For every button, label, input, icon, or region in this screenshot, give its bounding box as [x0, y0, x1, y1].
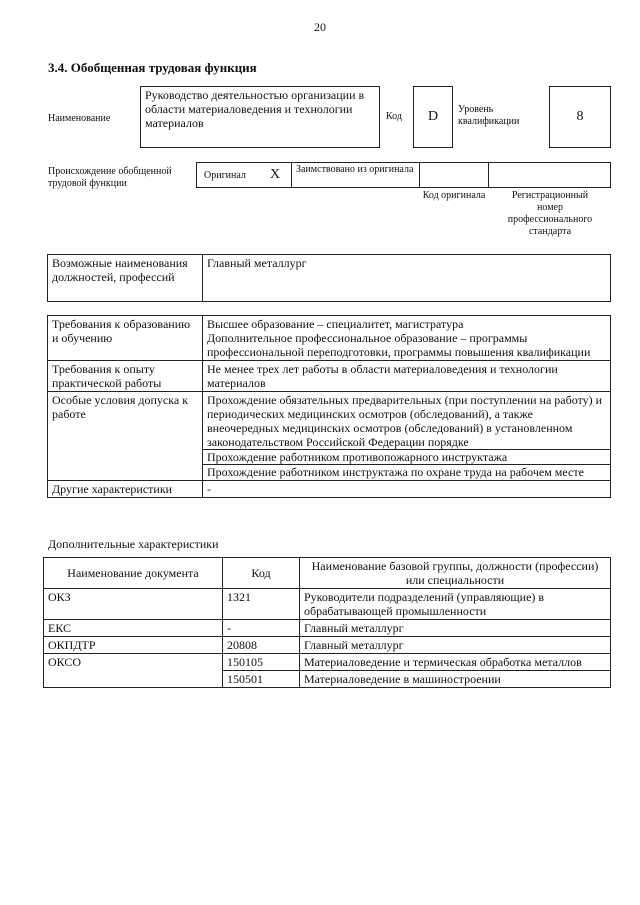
- origin-divider-3: [488, 162, 489, 188]
- additional-cell-document: ЕКС: [44, 620, 223, 637]
- page-number: 20: [314, 20, 326, 34]
- table-row: [44, 637, 611, 654]
- education-value: [203, 316, 611, 361]
- additional-header-document: Наименование документа: [44, 558, 223, 589]
- table-row: [44, 589, 611, 620]
- table-row: [44, 654, 611, 671]
- special-condition-item: Прохождение обязательных предварительных (при поступлении на работу) и периодических медицинских осмотров (обследований), а также внеочередных медицинских осмотров (обследований) в установленном законодательством Российской Федерации порядке: [207, 393, 603, 449]
- function-name-value: Руководство деятельностью организации в области материаловедения и технологии материалов: [145, 88, 365, 130]
- additional-cell-code: -: [223, 620, 300, 637]
- additional-cell-name: Главный металлург: [300, 637, 611, 654]
- other-characteristics-value: -: [203, 481, 611, 498]
- origin-divider-2: [419, 162, 420, 188]
- section-title: 3.4. Обобщенная трудовая функция: [48, 60, 257, 75]
- additional-cell-document: ОКПДТР: [44, 637, 223, 654]
- additional-title: Дополнительные характеристики: [48, 537, 219, 551]
- education-value-line: Дополнительное профессиональное образование – программы профессиональной переподготовки, программы повышения квалификации: [207, 331, 591, 359]
- origin-label: Происхождение обобщенной трудовой функции: [48, 166, 172, 189]
- other-characteristics-label: Другие характеристики: [48, 481, 203, 498]
- origin-original-label: Оригинал: [204, 170, 246, 181]
- additional-header-name: Наименование базовой группы, должности (профессии) или специальности: [300, 558, 611, 589]
- function-code-value: D: [427, 109, 439, 124]
- special-condition-item: Прохождение работником инструктажа по охране труда на рабочем месте: [203, 464, 610, 479]
- additional-cell-code: 150105: [223, 654, 300, 671]
- special-conditions-label: Особые условия допуска к работе: [48, 392, 203, 481]
- additional-table: [43, 557, 611, 688]
- origin-code-caption: Код оригинала: [422, 190, 486, 201]
- qualification-level-value: 8: [576, 109, 584, 124]
- additional-cell-document: ОКЗ: [44, 589, 223, 620]
- origin-borrowed-label: Заимствовано из оригинала: [296, 164, 414, 175]
- positions-table: [47, 254, 611, 302]
- special-condition-item: Прохождение работником противопожарного инструктажа: [203, 449, 610, 464]
- qualification-level-box: [549, 86, 611, 148]
- additional-cell-name: Материаловедение в машиностроении: [300, 671, 611, 688]
- experience-label: Требования к опыту практической работы: [48, 361, 203, 392]
- additional-cell-name: Руководители подразделений (управляющие) в обрабатывающей промышленности: [300, 589, 611, 620]
- education-value-line: Высшее образование – специалитет, магистратура: [207, 317, 464, 331]
- positions-label: Возможные наименования должностей, профессий: [48, 255, 203, 302]
- function-code-label: Код: [386, 111, 402, 122]
- additional-header-code: Код: [223, 558, 300, 589]
- special-conditions-value: [203, 392, 611, 481]
- additional-cell-name: Материаловедение и термическая обработка металлов: [300, 654, 611, 671]
- additional-cell-code: 150501: [223, 671, 300, 688]
- function-code-box: [413, 86, 453, 148]
- table-row: [44, 620, 611, 637]
- origin-original-mark: X: [270, 167, 281, 182]
- additional-cell-name: Главный металлург: [300, 620, 611, 637]
- additional-cell-code: 1321: [223, 589, 300, 620]
- origin-divider-1: [291, 162, 292, 188]
- experience-value: Не менее трех лет работы в области материаловедения и технологии материалов: [203, 361, 611, 392]
- function-name-label: Наименование: [48, 113, 111, 124]
- positions-value: Главный металлург: [203, 255, 611, 302]
- requirements-table: [47, 315, 611, 498]
- function-name-box: [140, 86, 380, 148]
- additional-cell-code: 20808: [223, 637, 300, 654]
- education-label: Требования к образованию и обучению: [48, 316, 203, 361]
- origin-reg-number-caption: Регистрационный номер профессионального стандарта: [507, 190, 593, 237]
- additional-cell-document: ОКСО: [44, 654, 223, 688]
- qualification-level-label: Уровень квалификации: [458, 104, 520, 127]
